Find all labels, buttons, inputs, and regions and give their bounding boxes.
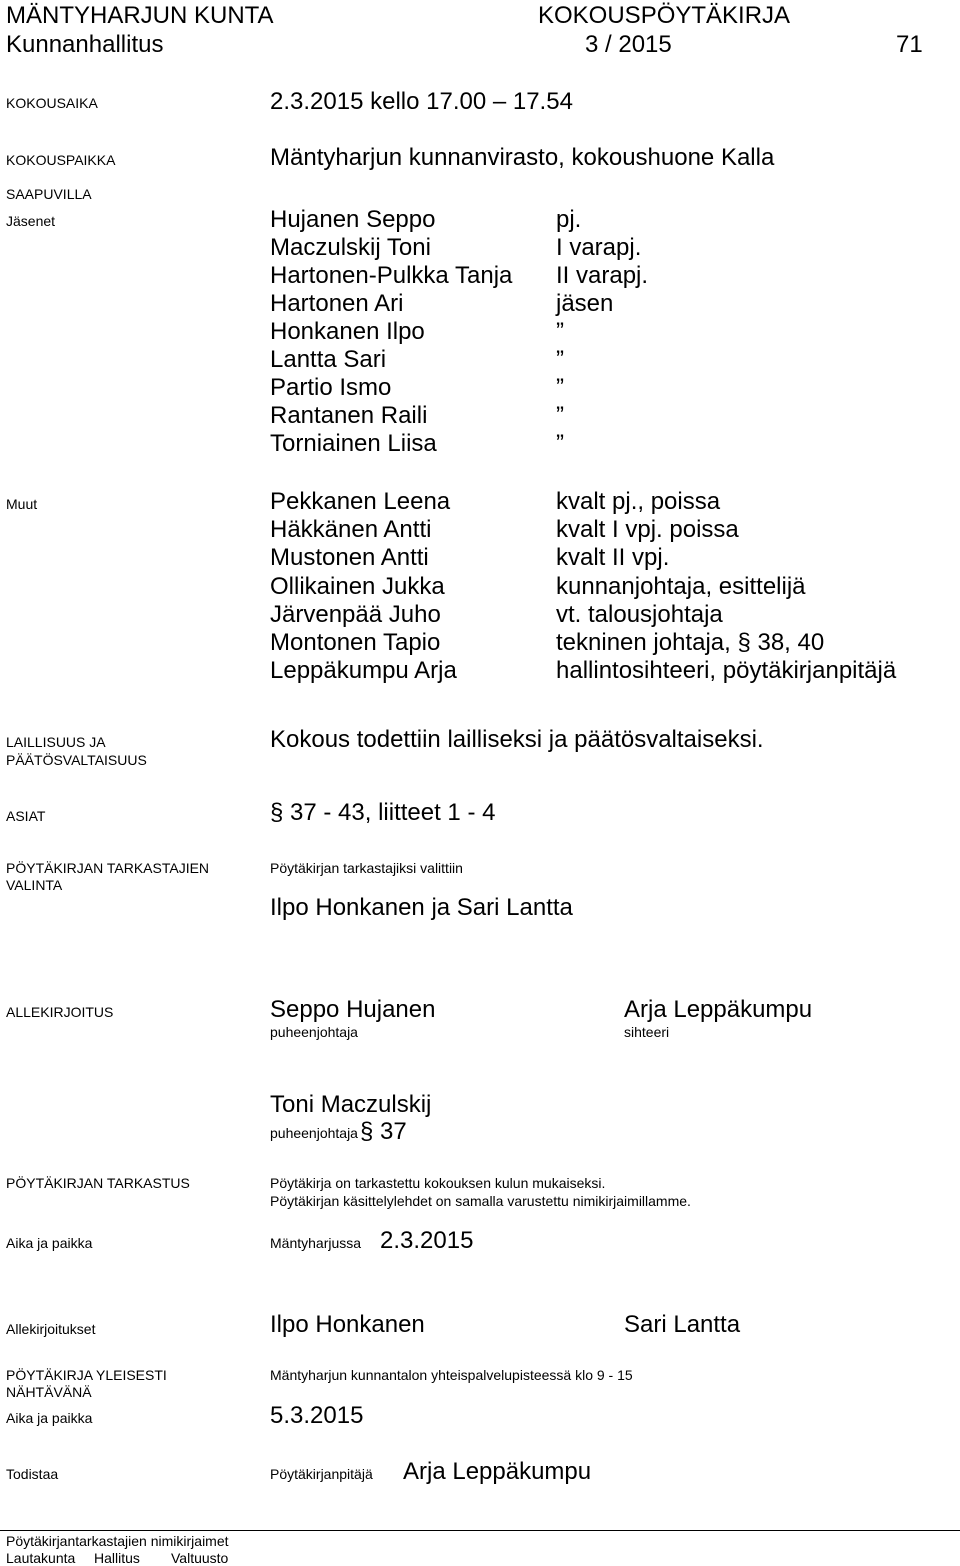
other-role: kvalt pj., poissa: [556, 488, 721, 515]
meeting-time-label: KOKOUSAIKA: [6, 95, 98, 111]
meeting-body: Kunnanhallitus: [6, 31, 164, 58]
review-signer-2: Sari Lantta: [624, 1311, 741, 1338]
chair-name: Seppo Hujanen: [270, 996, 436, 1023]
secretary-name: Arja Leppäkumpu: [624, 996, 813, 1023]
other-name: Järvenpää Juho: [270, 601, 441, 628]
member-name: Torniainen Liisa: [270, 430, 437, 457]
checkers-label-1: PÖYTÄKIRJAN TARKASTAJIEN: [6, 860, 210, 876]
other-name: Häkkänen Antti: [270, 516, 432, 543]
meeting-place-value: Mäntyharjun kunnanvirasto, kokoushuone Kalla: [270, 144, 775, 171]
items-label: ASIAT: [6, 808, 46, 824]
member-role: ”: [556, 374, 564, 401]
other-name: Leppäkumpu Arja: [270, 657, 457, 684]
vice-chair-name: Toni Maczulskij: [270, 1091, 432, 1118]
member-role: ”: [556, 402, 564, 429]
member-name: Hartonen-Pulkka Tanja: [270, 262, 513, 289]
other-name: Mustonen Antti: [270, 544, 429, 571]
review-signatures-label: Allekirjoitukset: [6, 1321, 96, 1337]
member-name: Maczulskij Toni: [270, 234, 431, 261]
other-role: tekninen johtaja, § 38, 40: [556, 629, 825, 656]
items-value: § 37 - 43, liitteet 1 - 4: [270, 799, 496, 826]
member-role: I varapj.: [556, 234, 642, 261]
public-time-place-label: Aika ja paikka: [6, 1410, 93, 1426]
member-role: ”: [556, 318, 564, 345]
other-role: vt. talousjohtaja: [556, 601, 723, 628]
member-role: II varapj.: [556, 262, 649, 289]
member-role: pj.: [556, 206, 582, 233]
member-name: Rantanen Raili: [270, 402, 428, 429]
others-label: Muut: [6, 496, 38, 512]
review-line-1: Pöytäkirja on tarkastettu kokouksen kulun mukaiseksi.: [270, 1175, 606, 1191]
public-label-2: NÄHTÄVÄNÄ: [6, 1384, 92, 1400]
municipality-name: MÄNTYHARJUN KUNTA: [6, 2, 274, 29]
review-date: 2.3.2015: [380, 1227, 474, 1254]
checkers-intro: Pöytäkirjan tarkastajiksi valittiin: [270, 860, 463, 876]
other-role: kvalt II vpj.: [556, 544, 670, 571]
member-role: ”: [556, 430, 564, 457]
footer-body-valtuusto: Valtuusto: [171, 1550, 229, 1566]
certify-name: Arja Leppäkumpu: [403, 1458, 592, 1485]
legality-label-2: PÄÄTÖSVALTAISUUS: [6, 752, 147, 768]
vice-chair-section: § 37: [360, 1118, 407, 1145]
page-number: 71: [896, 31, 923, 58]
present-label: SAAPUVILLA: [6, 186, 92, 202]
other-role: kunnanjohtaja, esittelijä: [556, 573, 806, 600]
other-name: Pekkanen Leena: [270, 488, 451, 515]
footer-divider: [0, 1530, 960, 1531]
meeting-number: 3 / 2015: [585, 31, 672, 58]
footer-body-lautakunta: Lautakunta: [6, 1550, 76, 1566]
meeting-time-value: 2.3.2015 kello 17.00 – 17.54: [270, 88, 573, 115]
review-place: Mäntyharjussa: [270, 1235, 362, 1251]
other-name: Montonen Tapio: [270, 629, 441, 656]
certify-label: Todistaa: [6, 1466, 59, 1482]
certify-role: Pöytäkirjanpitäjä: [270, 1466, 373, 1482]
legality-label-1: LAILLISUUS JA: [6, 734, 106, 750]
members-label: Jäsenet: [6, 213, 56, 229]
secretary-title: sihteeri: [624, 1024, 670, 1040]
other-role: hallintosihteeri, pöytäkirjanpitäjä: [556, 657, 897, 684]
review-time-place-label: Aika ja paikka: [6, 1235, 93, 1251]
member-name: Honkanen Ilpo: [270, 318, 425, 345]
legality-value: Kokous todettiin lailliseksi ja päätösvaltaiseksi.: [270, 726, 764, 753]
member-name: Hartonen Ari: [270, 290, 404, 317]
review-line-2: Pöytäkirjan käsittelylehdet on samalla varustettu nimikirjaimillamme.: [270, 1193, 691, 1209]
public-value: Mäntyharjun kunnantalon yhteispalvelupisteessä klo 9 - 15: [270, 1367, 633, 1383]
meeting-place-label: KOKOUSPAIKKA: [6, 152, 116, 168]
member-role: ”: [556, 346, 564, 373]
member-name: Hujanen Seppo: [270, 206, 436, 233]
member-role: jäsen: [556, 290, 614, 317]
member-name: Partio Ismo: [270, 374, 392, 401]
checkers-label-2: VALINTA: [6, 877, 63, 893]
checkers-names: Ilpo Honkanen ja Sari Lantta: [270, 894, 573, 921]
footer-body-hallitus: Hallitus: [94, 1550, 140, 1566]
other-name: Ollikainen Jukka: [270, 573, 445, 600]
signature-label: ALLEKIRJOITUS: [6, 1004, 114, 1020]
public-date: 5.3.2015: [270, 1402, 364, 1429]
chair-title: puheenjohtaja: [270, 1024, 358, 1040]
public-label-1: PÖYTÄKIRJA YLEISESTI: [6, 1367, 167, 1383]
footer-initials-label: Pöytäkirjantarkastajien nimikirjaimet: [6, 1533, 229, 1549]
document-type: KOKOUSPÖYTÄKIRJA: [538, 2, 791, 29]
review-signer-1: Ilpo Honkanen: [270, 1311, 425, 1338]
member-name: Lantta Sari: [270, 346, 387, 373]
vice-chair-title: puheenjohtaja: [270, 1125, 358, 1141]
review-label: PÖYTÄKIRJAN TARKASTUS: [6, 1175, 190, 1191]
other-role: kvalt I vpj. poissa: [556, 516, 739, 543]
